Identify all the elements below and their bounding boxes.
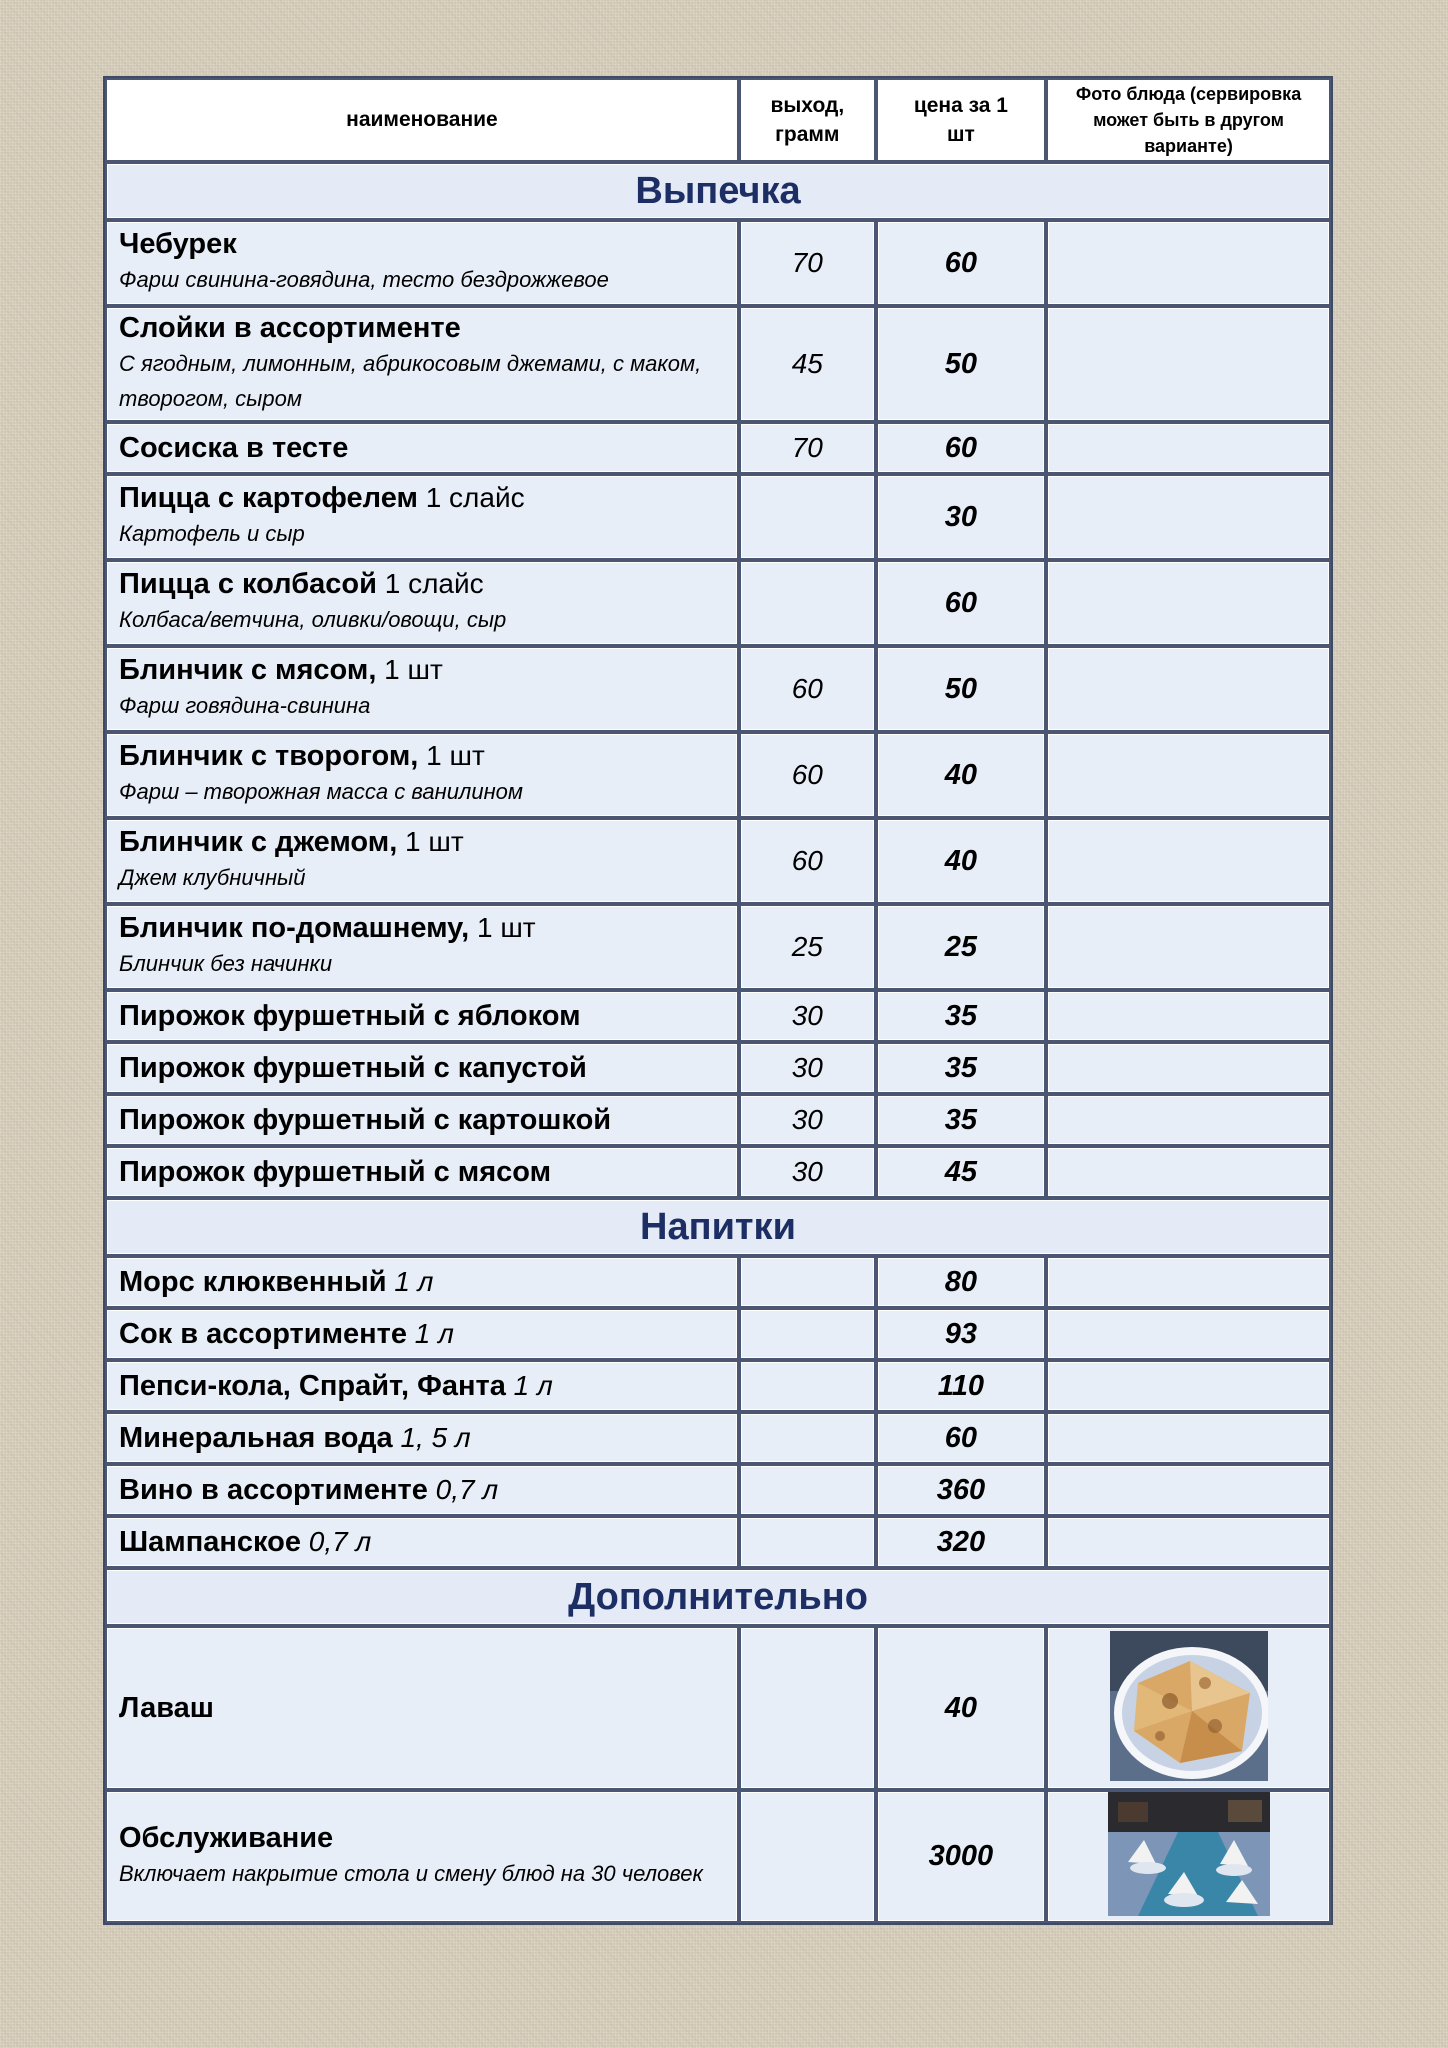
table-row (105, 818, 1331, 904)
item-weight (739, 1516, 876, 1568)
item-title (119, 228, 725, 261)
item-name: Пирожок фуршетный с капустой (119, 1051, 587, 1084)
item-description: Фарш – творожная масса с ванилином (119, 779, 523, 805)
item-description: С ягодным, лимонным, абрикосовым джемами, с маком, творогом, сыром (119, 351, 702, 411)
item-weight (739, 1626, 876, 1790)
item-photo-cell (1046, 1094, 1331, 1146)
item-name: Слойки в ассортименте (119, 312, 461, 345)
item-weight (739, 1256, 876, 1308)
item-price: 60 (876, 422, 1046, 474)
item-name-cell (105, 306, 739, 422)
item-description: Блинчик без начинки (119, 951, 333, 977)
item-price: 320 (876, 1516, 1046, 1568)
item-price: 110 (876, 1360, 1046, 1412)
table-row (105, 1412, 1331, 1464)
item-name: Сок в ассортименте (119, 1317, 408, 1350)
header-photo: Фото блюда (сервировка может быть в другом варианте) (1046, 78, 1331, 162)
lavash-photo (1110, 1631, 1268, 1781)
item-price: 60 (876, 1412, 1046, 1464)
table-row (105, 220, 1331, 306)
item-suffix: 1 слайс (376, 568, 484, 600)
item-weight: 60 (739, 818, 876, 904)
item-price: 35 (876, 1094, 1046, 1146)
table-row (105, 646, 1331, 732)
section-title: Напитки (105, 1198, 1331, 1256)
table-row (105, 560, 1331, 646)
item-title (119, 740, 725, 773)
item-description: Включает накрытие стола и смену блюд на 30 человек (119, 1860, 703, 1886)
menu-body (105, 162, 1331, 1923)
table-row (105, 1790, 1331, 1923)
item-name-cell (105, 904, 739, 990)
item-name-cell (105, 1146, 739, 1198)
table-row (105, 422, 1331, 474)
item-photo (1108, 1792, 1270, 1921)
header-price-text: цена за 1 шт (913, 93, 1008, 146)
item-name-cell (105, 1626, 739, 1790)
item-weight: 30 (739, 990, 876, 1042)
item-name-cell (105, 220, 739, 306)
item-photo-cell (1046, 1042, 1331, 1094)
table-row (105, 1360, 1331, 1412)
item-name: Морс клюквенный (119, 1265, 387, 1298)
item-photo-cell (1046, 1790, 1331, 1923)
item-name-cell (105, 1256, 739, 1308)
item-name: Лаваш (119, 1691, 214, 1724)
item-photo-cell (1046, 732, 1331, 818)
table-row (105, 306, 1331, 422)
item-title (119, 1822, 725, 1855)
item-photo-cell (1046, 1256, 1331, 1308)
item-weight (739, 1308, 876, 1360)
table-row (105, 1094, 1331, 1146)
item-price: 45 (876, 1146, 1046, 1198)
item-photo-cell (1046, 1464, 1331, 1516)
item-name: Блинчик с джемом, (119, 826, 398, 859)
item-suffix: 1 л (505, 1369, 553, 1401)
item-name-cell (105, 1412, 739, 1464)
item-photo-cell (1046, 306, 1331, 422)
item-photo-cell (1046, 1146, 1331, 1198)
item-weight (739, 560, 876, 646)
item-name-cell (105, 732, 739, 818)
item-name-cell (105, 990, 739, 1042)
item-description: Фарш свинина-говядина, тесто бездрожжевое (119, 267, 609, 293)
item-weight: 30 (739, 1094, 876, 1146)
item-title (119, 1052, 725, 1085)
item-name: Пепси-кола, Спрайт, Фанта (119, 1369, 506, 1402)
item-weight (739, 1360, 876, 1412)
item-suffix: 1 шт (418, 740, 485, 772)
item-suffix: 1 л (407, 1317, 454, 1349)
item-weight: 60 (739, 732, 876, 818)
item-name: Вино в ассортименте (119, 1473, 428, 1506)
item-title (119, 568, 725, 601)
item-suffix: 1 шт (397, 826, 464, 858)
table-setting-photo (1108, 1792, 1270, 1916)
item-weight: 70 (739, 422, 876, 474)
item-title (119, 1266, 725, 1299)
item-weight: 60 (739, 646, 876, 732)
item-photo-cell (1046, 646, 1331, 732)
item-name-cell (105, 1042, 739, 1094)
table-row (105, 990, 1331, 1042)
item-price: 40 (876, 818, 1046, 904)
item-weight: 30 (739, 1042, 876, 1094)
item-title (119, 1104, 725, 1137)
item-suffix: 0,7 л (301, 1525, 372, 1557)
item-title (119, 1474, 725, 1507)
item-price: 93 (876, 1308, 1046, 1360)
item-price: 25 (876, 904, 1046, 990)
item-suffix: 1 л (386, 1265, 434, 1297)
item-title (119, 1000, 725, 1033)
item-title (119, 826, 725, 859)
table-row (105, 474, 1331, 560)
item-name: Блинчик с творогом, (119, 740, 419, 773)
item-description: Колбаса/ветчина, оливки/овощи, сыр (119, 607, 507, 633)
menu-table (103, 76, 1333, 1925)
item-photo-cell (1046, 474, 1331, 560)
item-name-cell (105, 1464, 739, 1516)
item-price: 50 (876, 306, 1046, 422)
item-name: Сосиска в тесте (119, 431, 349, 464)
item-suffix: 0,7 л (427, 1473, 499, 1505)
item-price: 3000 (876, 1790, 1046, 1923)
item-name: Блинчик с мясом, (119, 654, 377, 687)
table-row (105, 1464, 1331, 1516)
item-photo-cell (1046, 220, 1331, 306)
item-weight (739, 474, 876, 560)
item-price: 30 (876, 474, 1046, 560)
item-suffix: 1, 5 л (392, 1421, 471, 1453)
section-title: Дополнительно (105, 1568, 1331, 1626)
item-weight: 45 (739, 306, 876, 422)
item-name: Минеральная вода (119, 1421, 393, 1454)
item-description: Фарш говядина-свинина (119, 693, 371, 719)
table-row (105, 1042, 1331, 1094)
item-title (119, 1692, 725, 1725)
item-name: Обслуживание (119, 1821, 334, 1854)
item-price: 60 (876, 220, 1046, 306)
item-photo-cell (1046, 1412, 1331, 1464)
item-title (119, 432, 725, 465)
item-name-cell (105, 474, 739, 560)
section-title: Выпечка (105, 162, 1331, 220)
item-name: Пицца с картофелем (119, 482, 418, 515)
item-photo-cell (1046, 422, 1331, 474)
item-name: Пирожок фуршетный с картошкой (119, 1103, 612, 1136)
item-title (119, 654, 725, 687)
table-row (105, 732, 1331, 818)
item-photo-cell (1046, 1360, 1331, 1412)
table-header-row (105, 78, 1331, 162)
item-name: Чебурек (119, 228, 237, 261)
item-weight (739, 1790, 876, 1923)
item-name: Пицца с колбасой (119, 568, 377, 601)
item-suffix: 1 слайс (417, 482, 525, 514)
header-price (876, 78, 1046, 162)
item-photo-cell (1046, 990, 1331, 1042)
item-photo-cell (1046, 1516, 1331, 1568)
item-title (119, 1422, 725, 1455)
item-price: 360 (876, 1464, 1046, 1516)
table-row (105, 1516, 1331, 1568)
item-suffix: 1 шт (469, 912, 536, 944)
item-name: Шампанское (119, 1525, 301, 1558)
item-weight (739, 1464, 876, 1516)
item-name-cell (105, 1790, 739, 1923)
table-row (105, 904, 1331, 990)
item-name-cell (105, 1360, 739, 1412)
item-name: Пирожок фуршетный с яблоком (119, 999, 581, 1032)
item-price: 50 (876, 646, 1046, 732)
table-row (105, 1626, 1331, 1790)
section-header-row (105, 1568, 1331, 1626)
item-price: 80 (876, 1256, 1046, 1308)
item-title (119, 1526, 725, 1559)
item-photo-cell (1046, 818, 1331, 904)
section-header-row (105, 162, 1331, 220)
item-price: 40 (876, 1626, 1046, 1790)
item-name-cell (105, 1516, 739, 1568)
item-photo-cell (1046, 1626, 1331, 1790)
header-weight (739, 78, 876, 162)
item-price: 35 (876, 990, 1046, 1042)
item-weight: 30 (739, 1146, 876, 1198)
item-title (119, 482, 725, 515)
table-row (105, 1146, 1331, 1198)
item-suffix: 1 шт (376, 654, 443, 686)
item-description: Картофель и сыр (119, 521, 305, 547)
item-title (119, 912, 725, 945)
item-title (119, 1318, 725, 1351)
header-weight-text: выход, грамм (770, 93, 845, 146)
item-photo (1110, 1631, 1268, 1786)
item-weight (739, 1412, 876, 1464)
section-header-row (105, 1198, 1331, 1256)
table-row (105, 1256, 1331, 1308)
item-photo-cell (1046, 904, 1331, 990)
item-name: Пирожок фуршетный с мясом (119, 1155, 552, 1188)
item-name-cell (105, 560, 739, 646)
item-price: 60 (876, 560, 1046, 646)
item-name-cell (105, 1308, 739, 1360)
item-title (119, 1156, 725, 1189)
item-title (119, 312, 725, 345)
item-name-cell (105, 646, 739, 732)
item-photo-cell (1046, 1308, 1331, 1360)
header-name: наименование (105, 78, 739, 162)
item-name-cell (105, 818, 739, 904)
item-photo-cell (1046, 560, 1331, 646)
item-name-cell (105, 422, 739, 474)
table-row (105, 1308, 1331, 1360)
item-description: Джем клубничный (119, 865, 306, 891)
item-title (119, 1370, 725, 1403)
item-weight: 25 (739, 904, 876, 990)
item-weight: 70 (739, 220, 876, 306)
item-price: 35 (876, 1042, 1046, 1094)
item-name-cell (105, 1094, 739, 1146)
item-name: Блинчик по-домашнему, (119, 912, 470, 945)
item-price: 40 (876, 732, 1046, 818)
